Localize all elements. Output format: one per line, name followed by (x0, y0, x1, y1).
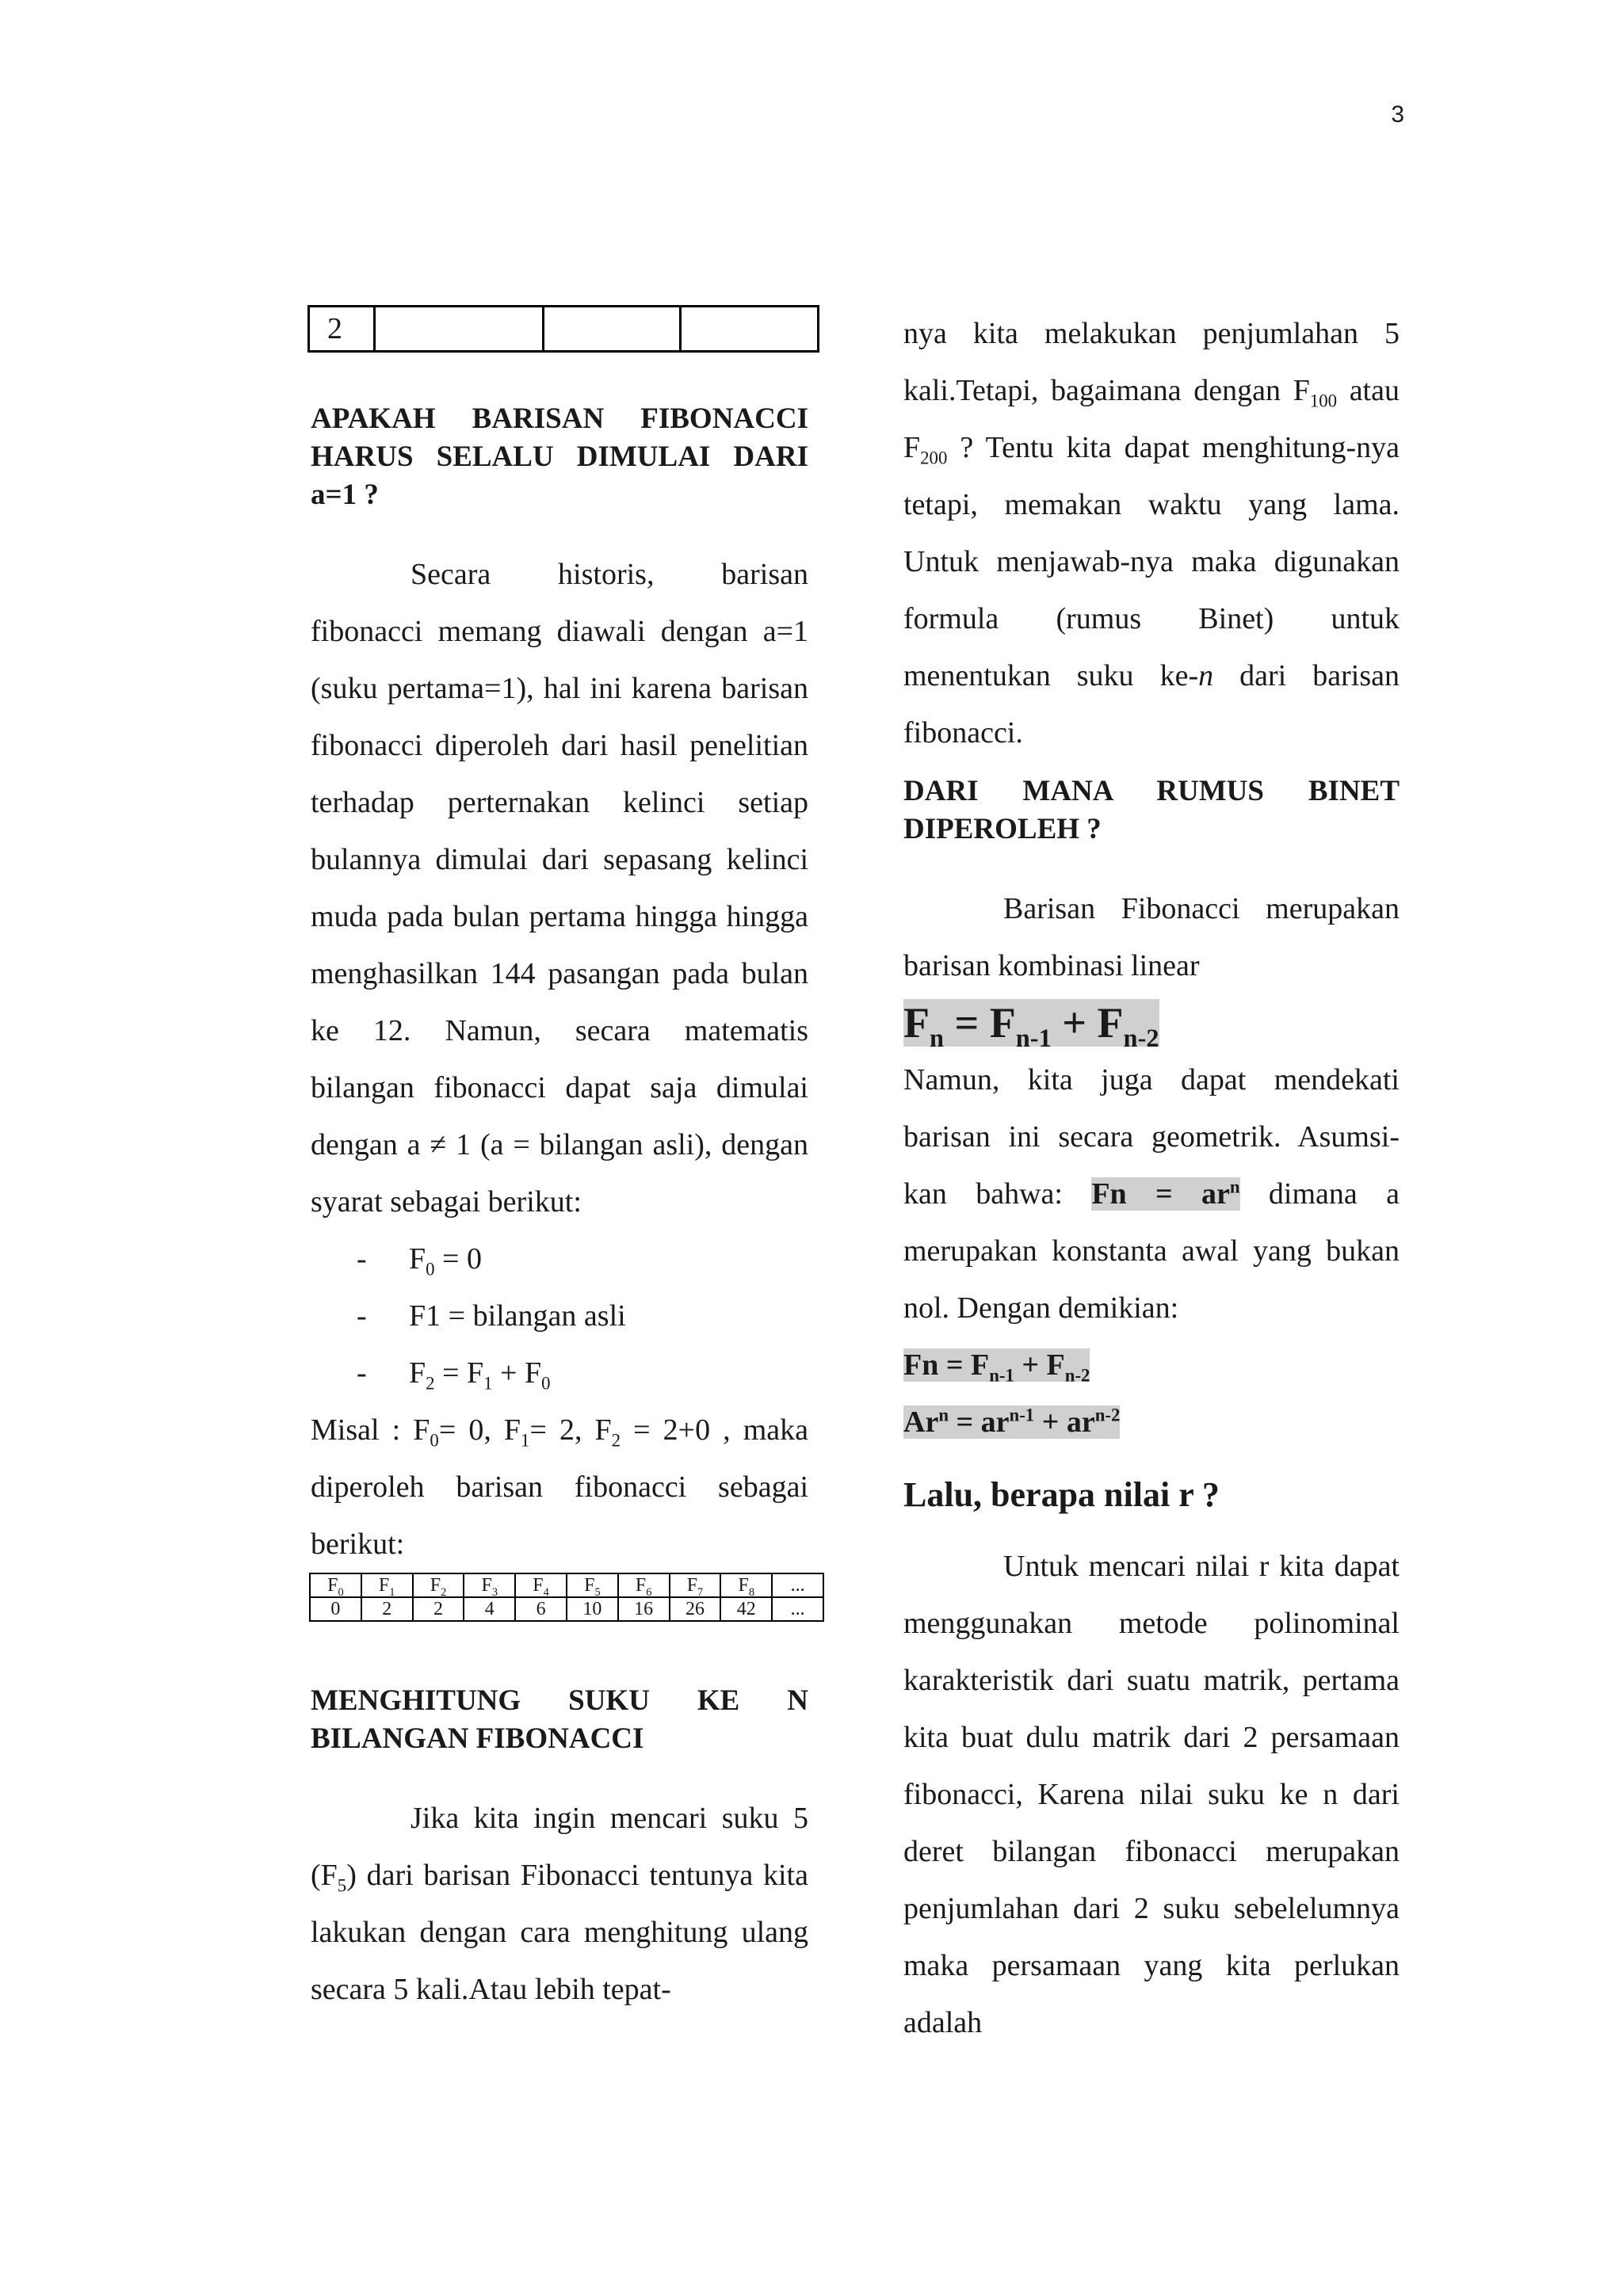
table-header-cell: $F_6$ (618, 1573, 670, 1597)
condition-list (311, 1230, 808, 1402)
table-fragment (307, 305, 819, 353)
page-number: 3 (1391, 101, 1404, 128)
formula-geometric: $Ar^n = ar^{n-1} + ar^{n-2}$ (903, 1405, 1121, 1439)
table-row (310, 1597, 823, 1621)
paragraph: Untuk mencari nilai r kita dapat menggunakan metode polinominal karakteristik dari suatu matrik, pertama kita buat dulu matrik dari 2 persamaan fibonacci, Karena nilai suku ke n dari deret bilangan fibonacci merupakan penjumlahan dari 2 suku sebelelumnya maka persamaan yang kita perlukan adalah (903, 1550, 1400, 2039)
formula-linear-combination: $F_n = F_{n-1} + F_{n-2}$ (903, 999, 1159, 1053)
paragraph: nya kita melakukan penjumlahan 5 kali.Tetapi, bagaimana dengan $F_{100}$ atau $F_{200}$ ? Tentu kita dapat menghitung-nya tetapi, memakan waktu yang lama. Untuk menjawab-nya maka digunakan formula (rumus Binet) untuk menentukan suku ke-n dari barisan fibonacci. (903, 317, 1400, 749)
table-header-cell: $F_3$ (464, 1573, 515, 1597)
section-heading: APAKAH BARISAN FIBONACCI HARUS SELALU DIMULAI DARI a=1 ? (311, 402, 808, 511)
paragraph: Secara historis, barisan fibonacci memang diawali dengan a=1 (suku pertama=1), hal ini karena barisan fibonacci diperoleh dari hasil penelitian terhadap perternakan kelinci setiap bulannya dimulai dari sepasang kelinci muda pada bulan pertama hingga hingga menghasilkan 144 pasangan pada bulan ke 12. Namun, secara matematis bilangan fibonacci dapat saja dimulai dengan a ≠ 1 (a = bilangan asli), dengan syarat sebagai berikut: (311, 558, 808, 1219)
left-column (311, 305, 808, 2018)
table-cell (543, 307, 681, 352)
paragraph: Misal : $F_0= 0$, $F_1= 2$, $F_2 = 2+0$ , maka diperoleh barisan fibonacci sebagai berikut: (311, 1413, 809, 1561)
table-header-cell: $F_1$ (361, 1573, 413, 1597)
table-header-row (310, 1573, 823, 1597)
table-header-cell: $F_4$ (515, 1573, 567, 1597)
table-cell: 2 (413, 1597, 464, 1621)
table-cell: 4 (464, 1597, 515, 1621)
table-cell: 26 (670, 1597, 721, 1621)
table-cell (681, 307, 819, 352)
list-item: - $F_2 = F_1 + F_0$ (357, 1356, 551, 1394)
right-column (903, 305, 1400, 2051)
table-header-cell: $F_2$ (413, 1573, 464, 1597)
table-cell: ... (772, 1597, 823, 1621)
section-heading: Lalu, berapa nilai r ? (903, 1475, 1220, 1514)
section-heading: DARI MANA RUMUS BINET DIPEROLEH ? (903, 775, 1400, 845)
table-cell: 16 (618, 1597, 670, 1621)
table-header-cell: $F_7$ (670, 1573, 721, 1597)
table-cell: 2 (309, 307, 375, 352)
table-header-cell: $F_0$ (310, 1573, 361, 1597)
paragraph: Namun, kita juga dapat mendekati barisan ini secara geometrik. Asumsi-kan bahwa: $Fn = ar^n$ dimana a merupakan konstanta awal yang bukan nol. Dengan demikian: (903, 1063, 1400, 1325)
list-item: - $F_0 = 0$ (357, 1242, 482, 1280)
table-header-cell: $F_8$ (720, 1573, 772, 1597)
table-cell: 2 (361, 1597, 413, 1621)
table-cell (374, 307, 543, 352)
formula-fn: $Fn = F_{n-1} + F_{n-2}$ (903, 1348, 1090, 1386)
section-heading: MENGHITUNG SUKU KE N BILANGAN FIBONACCI (311, 1684, 808, 1755)
paragraph: Jika kita ingin mencari suku 5 $(F_5)$ dari barisan Fibonacci tentunya kita lakukan dengan cara menghitung ulang secara 5 kali.Atau lebih tepat- (311, 1802, 808, 2006)
table-cell: 10 (567, 1597, 618, 1621)
fibonacci-table (309, 1573, 824, 1622)
paragraph: Barisan Fibonacci merupakan barisan kombinasi linear (903, 892, 1400, 982)
table-cell: 0 (310, 1597, 361, 1621)
table-header-cell: $F_5$ (567, 1573, 618, 1597)
table-cell: 6 (515, 1597, 567, 1621)
table-header-cell: ... (772, 1573, 823, 1597)
table-cell: 42 (720, 1597, 772, 1621)
list-item: - F1 = bilangan asli (357, 1299, 626, 1333)
